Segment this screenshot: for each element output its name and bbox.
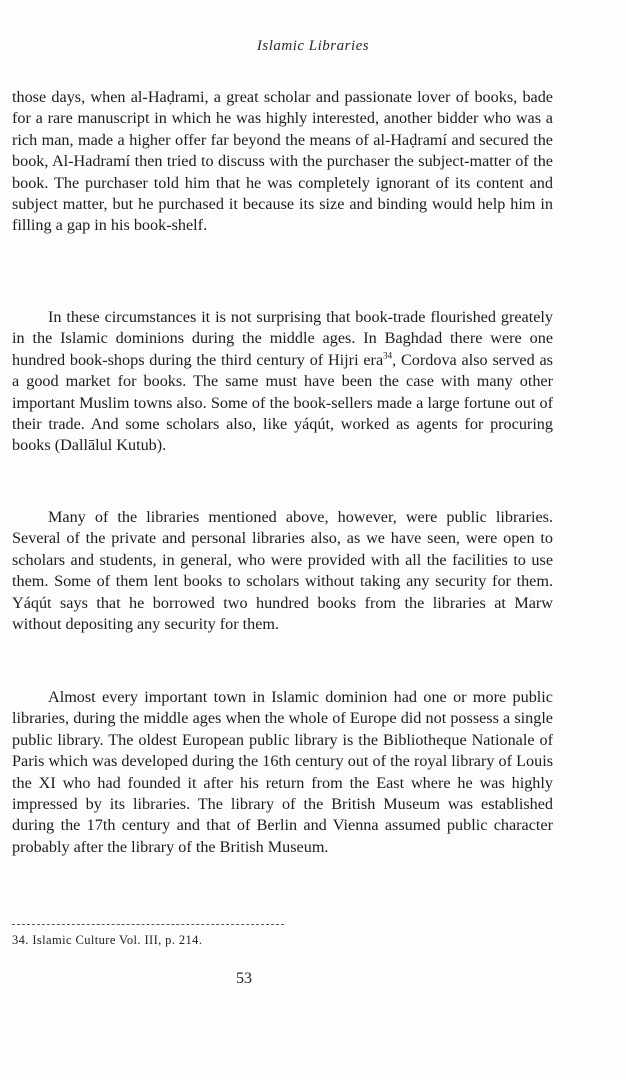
paragraph-2	[12, 307, 553, 457]
paragraph-2-text-before: In these circumstances it is not surprising that book-trade flourished greately in the Islamic dominions during the middle ages. In Baghdad there were one hundred book-shops during the third century of Hijri era	[12, 308, 553, 369]
footnote-rule	[12, 924, 284, 925]
paragraph-3: Many of the libraries mentioned above, however, were public libraries. Several of the private and personal libraries also, as we have seen, were open to scholars and students, in general, who were provided with all the facilities to use them. Some of them lent books to scholars without taking any security for them. Yáqút says that he borrowed two hundred books from the libraries at Marw without depositing any security for them.	[12, 508, 553, 634]
paragraph-2-text-after: , Cordova also served as a good market for books. The same must have been the case with many other important Muslim towns also. Some of the book-sellers made a large fortune out of their trade. And some scholars also, like yáqút, worked as agents for procuring books (Dallālul Kutub).	[12, 350, 553, 455]
running-head: Islamic Libraries	[256, 38, 370, 54]
paragraph-1: those days, when al-Haḍrami, a great scholar and passionate lover of books, bade for a rare manuscript in which he was highly interested, another bidder who was a rich man, made a higher offer far beyond the means of al-Haḍramí and secured the book, Al-Hadramí then tried to discuss with the purchaser the subject-matter of the book. The purchaser told him that he was completely ignorant of its content and subject matter, but he purchased it because its size and binding would help him in filling a gap in his book-shelf.	[12, 88, 553, 235]
footnote: 34. Islamic Culture Vol. III, p. 214.	[12, 933, 203, 947]
page-number: 53	[236, 970, 252, 987]
footnote-ref-34: 34	[383, 350, 393, 361]
paragraph-4: Almost every important town in Islamic dominion had one or more public libraries, during the middle ages when the whole of Europe did not possess a single public library. The oldest European public library is the Bibliotheque Nationale of Paris which was developed during the 16th century out of the royal library of Louis the XI who had founded it after his return from the East where he was highly impressed by its libraries. The library of the British Museum was established during the 17th century and that of Berlin and Vienna assumed public character probably after the library of the British Museum.	[12, 688, 553, 856]
